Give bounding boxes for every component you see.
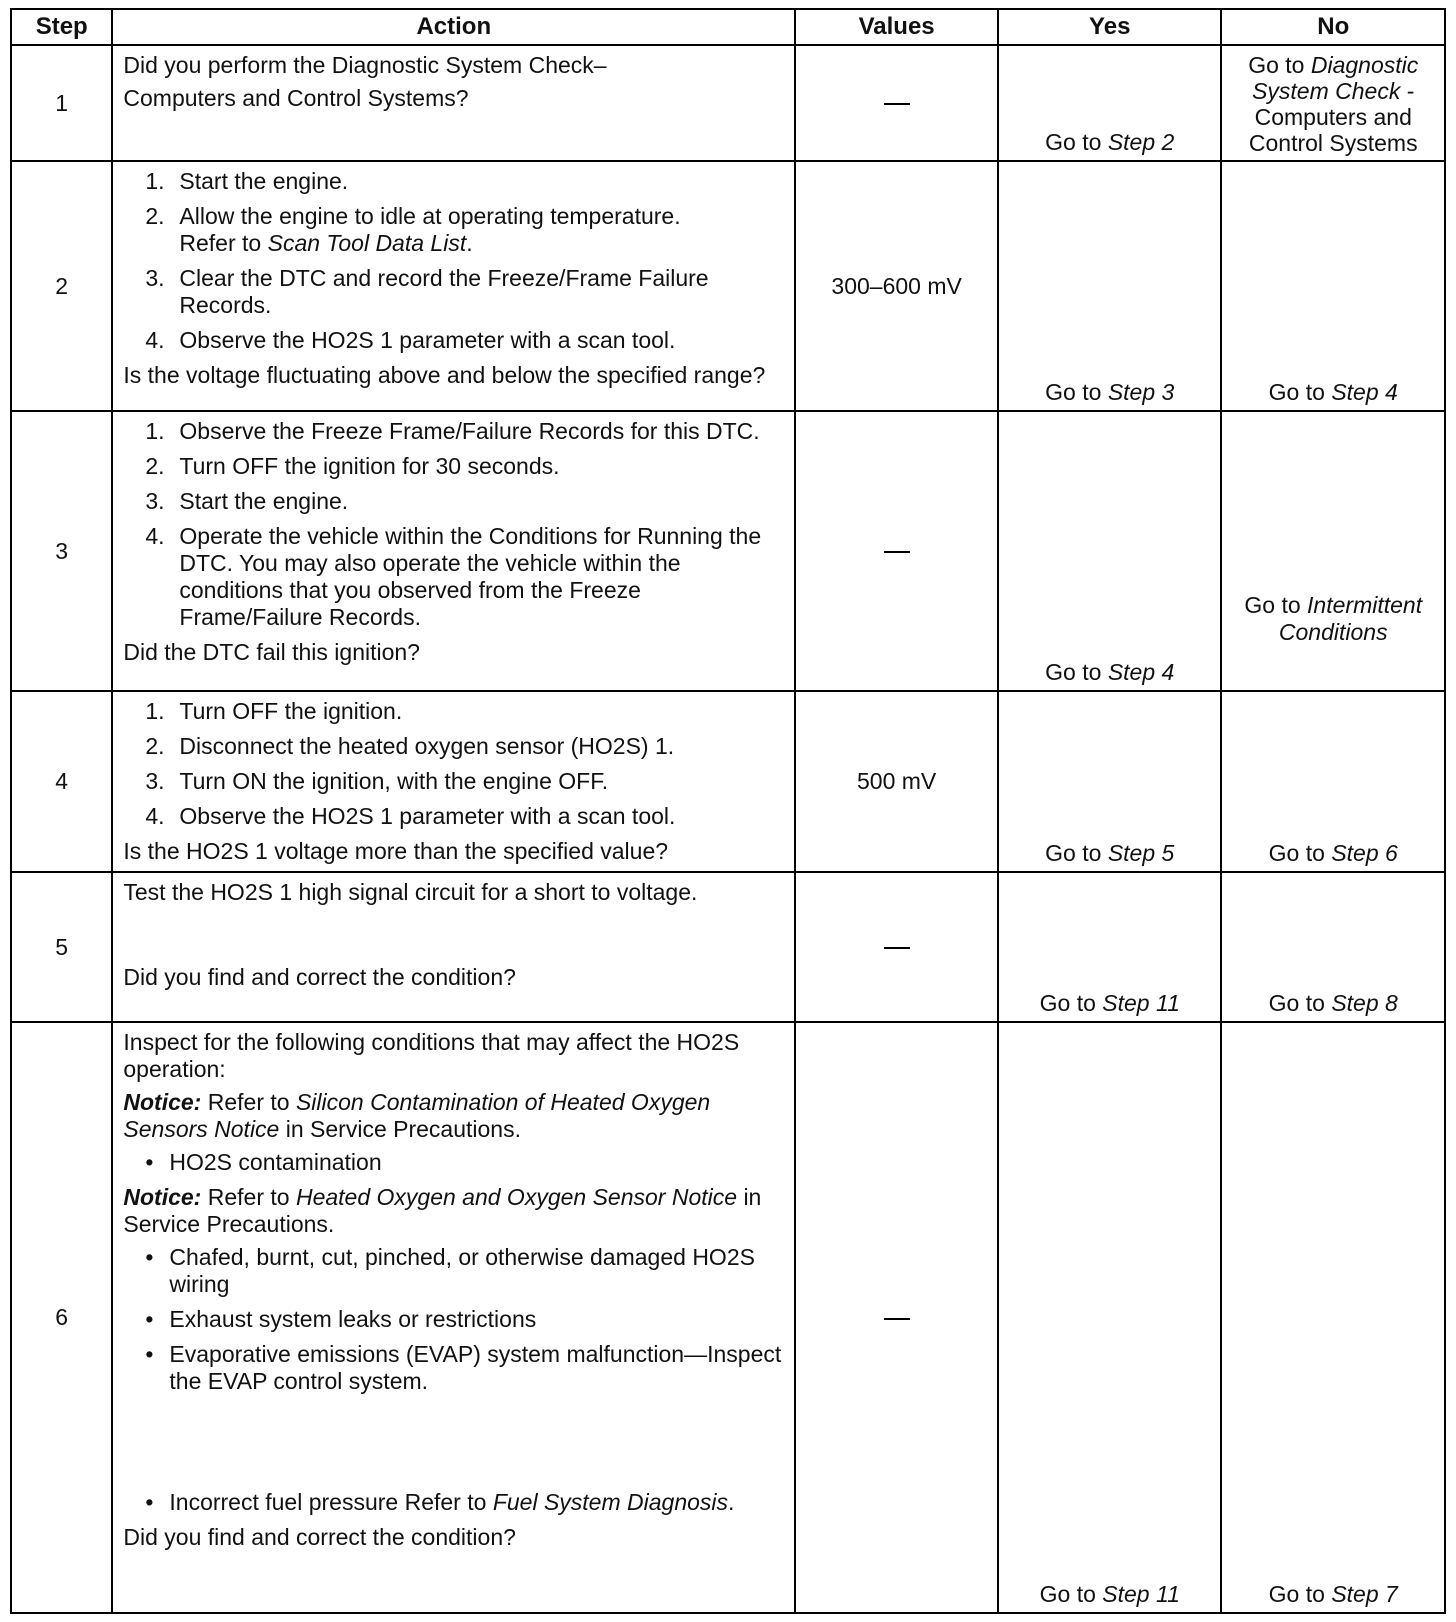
no-cell[interactable]: Go to Step 4: [1221, 161, 1445, 411]
diagnostic-table-document: [10, 8, 1446, 1614]
notice: Notice: Refer to Silicon Contamination of Heated Oxygen Sensors Notice in Service Precautions.: [123, 1089, 711, 1142]
action-cell: [112, 45, 795, 161]
yes-cell[interactable]: Go to Step 5: [998, 691, 1221, 872]
no-cell[interactable]: Go to Step 7: [1221, 1022, 1445, 1613]
no-cell[interactable]: Go to Step 6: [1221, 691, 1445, 872]
table-row: [11, 411, 1445, 691]
action-cell: [112, 411, 795, 691]
yes-link[interactable]: Step 4: [1107, 659, 1175, 685]
yes-link[interactable]: Step 2: [1107, 129, 1175, 155]
action-question: Did you find and correct the condition?: [123, 964, 516, 990]
diagnostic-table: [10, 8, 1446, 1614]
action-question: Is the HO2S 1 voltage more than the specified value?: [123, 838, 669, 864]
values-cell: [795, 1022, 998, 1613]
list-item: • HO2S contamination: [145, 1149, 382, 1175]
action-intro: Inspect for the following conditions that may affect the HO2S operation:: [123, 1029, 740, 1082]
no-link[interactable]: Step 6: [1331, 840, 1398, 866]
step-number: 1: [11, 45, 112, 161]
list-item: 2. Allow the engine to idle at operating temperature. Refer to Scan Tool Data List.: [145, 203, 681, 256]
dash: [884, 947, 910, 949]
table-row: [11, 161, 1445, 411]
table-row: [11, 45, 1445, 161]
action-cell: [112, 691, 795, 872]
action-cell: [112, 1022, 795, 1613]
action-cell: [112, 161, 795, 411]
no-link[interactable]: Step 4: [1331, 379, 1398, 405]
no-cell[interactable]: Go to Intermittent Conditions: [1221, 411, 1445, 691]
action-question: Is the voltage fluctuating above and below the specified range?: [123, 362, 766, 388]
list-item: 1. Observe the Freeze Frame/Failure Records for this DTC.: [145, 418, 760, 444]
numbered-list: [145, 698, 784, 830]
values-cell: [795, 411, 998, 691]
list-item: • Evaporative emissions (EVAP) system malfunction—Inspect the EVAP control system.: [145, 1341, 782, 1394]
list-item: 1. Turn OFF the ignition.: [145, 698, 403, 724]
no-cell[interactable]: Go to Diagnostic System Check - Computers and Control Systems: [1221, 45, 1445, 161]
yes-link[interactable]: Step 3: [1107, 379, 1175, 405]
yes-link[interactable]: Step 5: [1107, 840, 1175, 866]
no-link[interactable]: Step 7: [1331, 1581, 1398, 1607]
values-cell: 300–600 mV: [795, 161, 998, 411]
list-item: 4. Observe the HO2S 1 parameter with a scan tool.: [145, 327, 676, 353]
step-number: 4: [11, 691, 112, 872]
values-cell: 500 mV: [795, 691, 998, 872]
numbered-list: [145, 168, 784, 354]
no-cell[interactable]: Go to Step 8: [1221, 872, 1445, 1022]
yes-cell[interactable]: Go to Step 2: [998, 45, 1221, 161]
list-item: 4. Observe the HO2S 1 parameter with a scan tool.: [145, 803, 676, 829]
table-row: [11, 872, 1445, 1022]
yes-cell[interactable]: Go to Step 11: [998, 872, 1221, 1022]
step-number: 6: [11, 1022, 112, 1613]
step-number: 2: [11, 161, 112, 411]
header-row: [11, 9, 1445, 45]
action-text: Test the HO2S 1 high signal circuit for a short to voltage.: [123, 879, 698, 905]
table-row: [11, 1022, 1445, 1613]
notice: Notice: Refer to Heated Oxygen and Oxygen Sensor Notice in Service Precautions.: [123, 1184, 762, 1237]
list-item: 4. Operate the vehicle within the Conditions for Running the DTC. You may also operate the vehicle within the conditions that you observed from the Freeze Frame/Failure Records.: [145, 523, 762, 630]
list-item: 1. Start the engine.: [145, 168, 349, 194]
action-cell: [112, 872, 795, 1022]
list-item: • Incorrect fuel pressure Refer to Fuel System Diagnosis.: [145, 1489, 735, 1515]
table-row: [11, 691, 1445, 872]
dash: [884, 551, 910, 553]
values-cell: [795, 45, 998, 161]
step-number: 5: [11, 872, 112, 1022]
list-item: 2. Turn OFF the ignition for 30 seconds.: [145, 453, 560, 479]
list-item: 2. Disconnect the heated oxygen sensor (HO2S) 1.: [145, 733, 675, 759]
values-cell: [795, 872, 998, 1022]
action-question: Computers and Control Systems?: [123, 85, 469, 111]
header-action: Action: [112, 9, 795, 45]
action-question: Did you find and correct the condition?: [123, 1524, 516, 1550]
numbered-list: [145, 418, 784, 631]
list-item: • Chafed, burnt, cut, pinched, or otherwise damaged HO2S wiring: [145, 1244, 755, 1297]
yes-cell[interactable]: Go to Step 4: [998, 411, 1221, 691]
yes-cell[interactable]: Go to Step 3: [998, 161, 1221, 411]
list-item: 3. Turn ON the ignition, with the engine OFF.: [145, 768, 609, 794]
header-values: Values: [795, 9, 998, 45]
step-number: 3: [11, 411, 112, 691]
list-item: • Exhaust system leaks or restrictions: [145, 1306, 537, 1332]
header-step: Step: [11, 9, 112, 45]
list-item: 3. Clear the DTC and record the Freeze/Frame Failure Records.: [145, 265, 709, 318]
yes-link[interactable]: Step 11: [1102, 1581, 1180, 1607]
header-no: No: [1221, 9, 1445, 45]
no-link[interactable]: Intermittent Conditions: [1278, 592, 1423, 645]
list-item: 3. Start the engine.: [145, 488, 349, 514]
header-yes: Yes: [998, 9, 1221, 45]
dash: [884, 103, 910, 105]
action-question: Did the DTC fail this ignition?: [123, 639, 420, 665]
yes-cell[interactable]: Go to Step 11: [998, 1022, 1221, 1613]
dash: [884, 1318, 910, 1320]
yes-link[interactable]: Step 11: [1102, 990, 1180, 1016]
no-link[interactable]: Step 8: [1331, 990, 1398, 1016]
action-text: Did you perform the Diagnostic System Check–: [123, 52, 607, 78]
